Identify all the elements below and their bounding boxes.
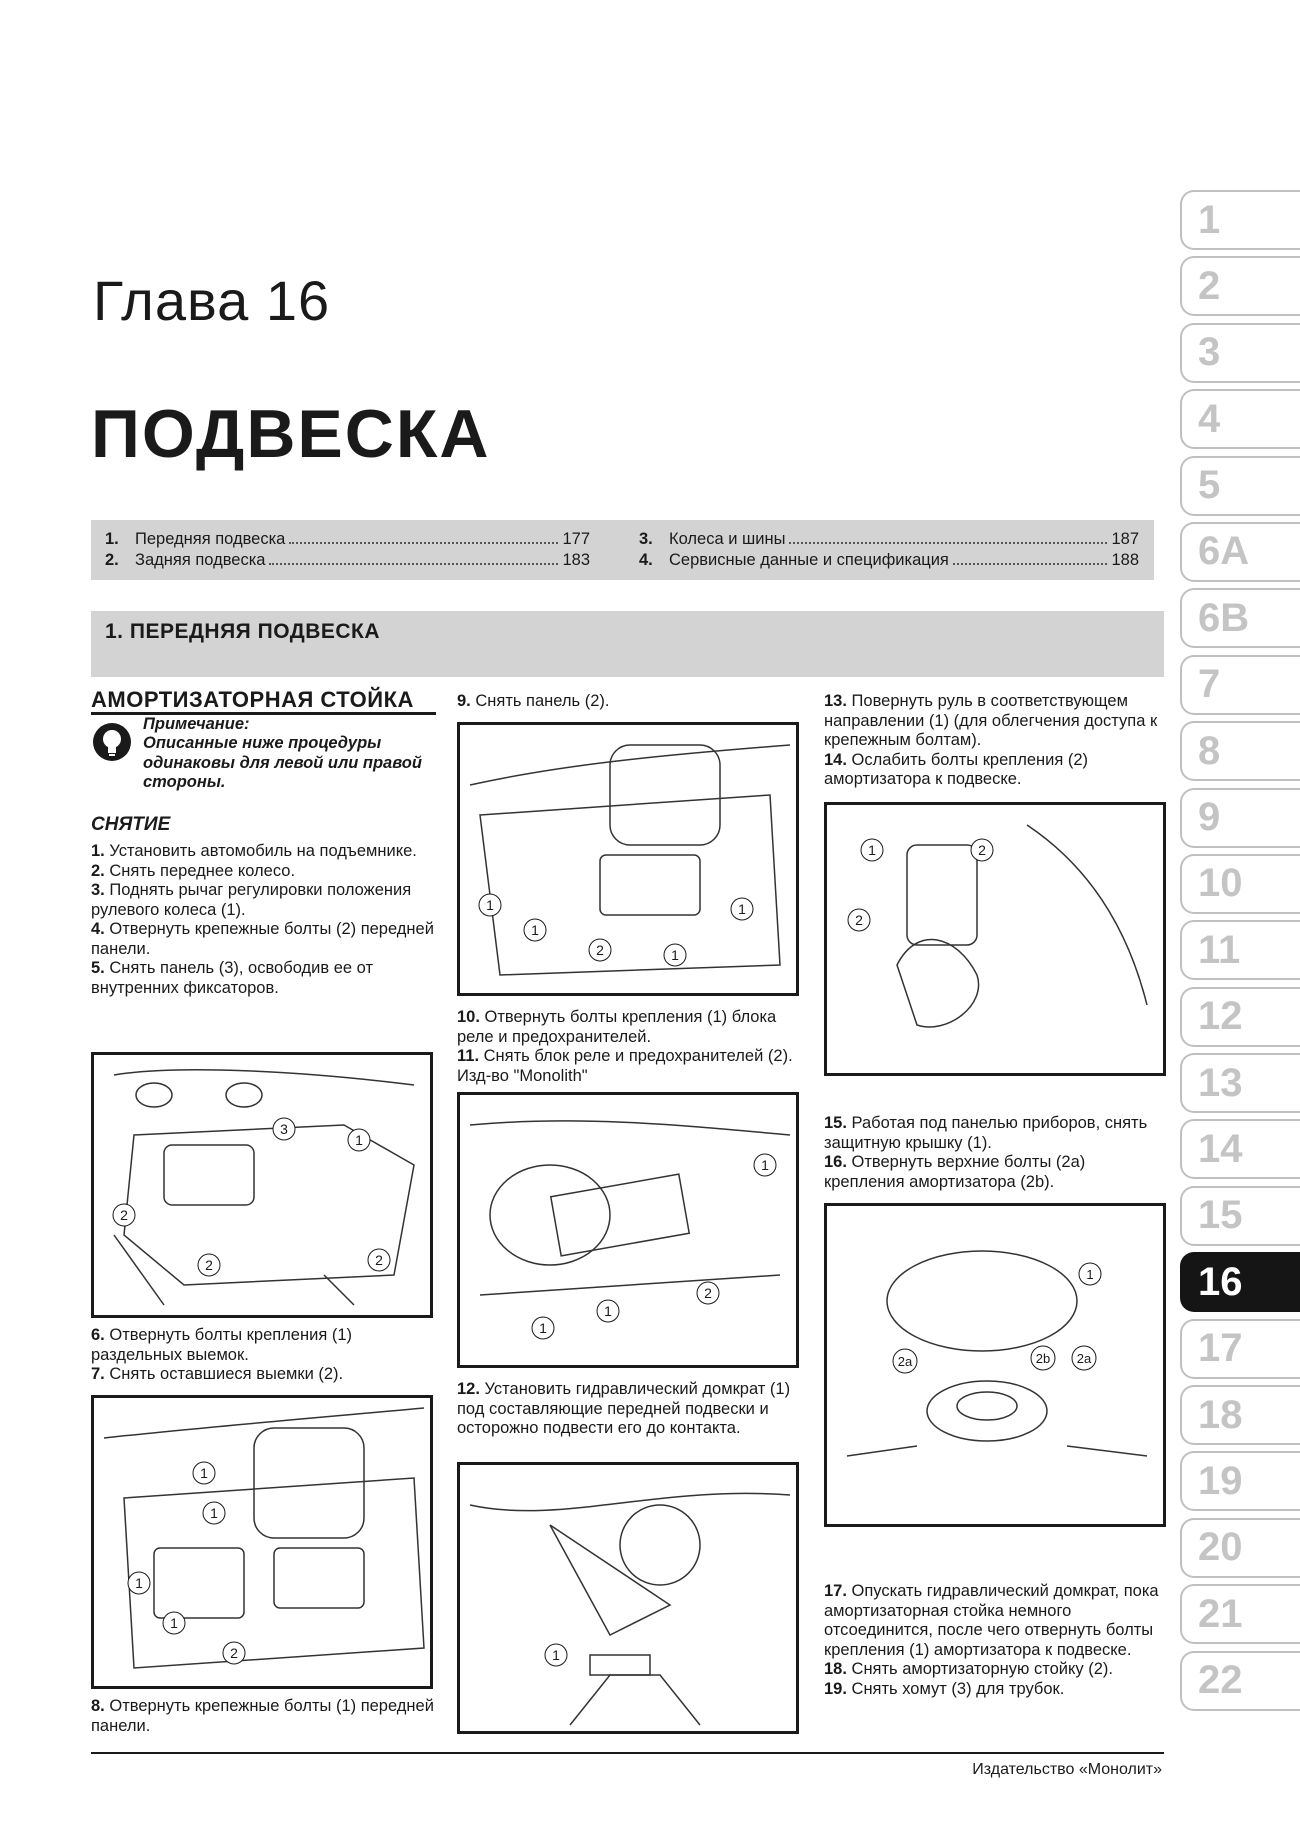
step: 18. Снять амортизаторную стойку (2). [824, 1660, 1113, 1678]
chapter-label: Глава 16 [93, 269, 331, 332]
svg-text:2a: 2a [897, 1354, 913, 1369]
table-of-contents [91, 520, 1154, 580]
step: 12. Установить гидравлический домкрат (1) под составляющие передней подвески и осторожно подвести его до контакта. [457, 1380, 791, 1437]
svg-text:1: 1 [604, 1303, 612, 1319]
step: 17. Опускать гидравлический домкрат, пока амортизаторная стойка немного отсоединится, после чего отвернуть болты крепления (1) амортизатора к подвеске. [824, 1582, 1159, 1659]
tab-chapter[interactable]: 18 [1180, 1385, 1300, 1445]
column-left-cont [91, 1326, 436, 1385]
tab-chapter[interactable]: 10 [1180, 854, 1300, 914]
column-right-end [824, 1582, 1164, 1699]
svg-text:2: 2 [230, 1645, 238, 1661]
tab-chapter[interactable]: 7 [1180, 655, 1300, 715]
step: 14. Ослабить болты крепления (2) амортизатора к подвеске. [824, 750, 1089, 788]
svg-text:2: 2 [704, 1285, 712, 1301]
note-icon [91, 721, 133, 763]
toc-leader [269, 563, 558, 565]
step: 7. Снять оставшиеся выемки (2). [91, 1365, 344, 1383]
svg-text:2: 2 [120, 1207, 128, 1223]
toc-page: 177 [562, 530, 590, 548]
removal-heading: СНЯТИЕ [91, 813, 171, 835]
tab-chapter[interactable]: 4 [1180, 389, 1300, 449]
svg-text:2: 2 [596, 942, 604, 958]
chapter-tabs [1180, 190, 1300, 1717]
svg-text:1: 1 [531, 922, 539, 938]
svg-text:1: 1 [539, 1320, 547, 1336]
step: 4. Отвернуть крепежные болты (2) передней панели. [91, 920, 434, 958]
svg-text:1: 1 [355, 1132, 363, 1148]
tab-chapter[interactable]: 8 [1180, 721, 1300, 781]
toc-item[interactable] [105, 529, 590, 550]
tab-chapter[interactable]: 6B [1180, 588, 1300, 648]
figure-strut-bolts [824, 802, 1166, 1076]
step: 6. Отвернуть болты крепления (1) раздельных выемок. [91, 1326, 353, 1364]
tab-chapter[interactable]: 14 [1180, 1119, 1300, 1179]
subsection-heading: АМОРТИЗАТОРНАЯ СТОЙКА [91, 690, 436, 715]
step: 15. Работая под панелью приборов, снять защитную крышку (1). [824, 1114, 1148, 1152]
tab-chapter[interactable]: 17 [1180, 1319, 1300, 1379]
toc-label: Колеса и шины [669, 530, 786, 548]
svg-text:2: 2 [978, 842, 986, 858]
page-title: ПОДВЕСКА [91, 396, 491, 472]
svg-text:3: 3 [280, 1121, 288, 1137]
publisher-footer: Издательство «Монолит» [972, 1761, 1162, 1778]
toc-item[interactable] [639, 550, 1139, 571]
toc-item[interactable] [105, 550, 590, 571]
tab-chapter[interactable]: 9 [1180, 788, 1300, 848]
step: 3. Поднять рычаг регулировки положения рулевого колеса (1). [91, 881, 412, 919]
step: 5. Снять панель (3), освободив ее от внутренних фиксаторов. [91, 959, 374, 997]
tab-chapter-active[interactable]: 16 [1180, 1252, 1300, 1312]
step: 16. Отвернуть верхние болты (2a) крепления амортизатора (2b). [824, 1153, 1086, 1191]
step: 11. Снять блок реле и предохранителей (2). Изд-во "Monolith" [457, 1047, 793, 1085]
tab-chapter[interactable]: 5 [1180, 456, 1300, 516]
svg-text:2b: 2b [1035, 1351, 1051, 1366]
toc-page: 188 [1111, 551, 1139, 569]
tab-chapter[interactable]: 13 [1180, 1053, 1300, 1113]
section-header [91, 611, 1164, 677]
tab-chapter[interactable]: 11 [1180, 920, 1300, 980]
toc-page: 187 [1111, 530, 1139, 548]
toc-label: Передняя подвеска [135, 530, 286, 548]
column-middle-cont [457, 1008, 802, 1086]
tab-chapter[interactable]: 12 [1180, 987, 1300, 1047]
svg-text:2a: 2a [1076, 1351, 1092, 1366]
figure-relay-box [457, 1092, 799, 1368]
column-middle-cont2 [457, 1380, 802, 1439]
toc-number: 3. [639, 530, 653, 548]
column-middle [457, 692, 802, 712]
step: 1. Установить автомобиль на подъемнике. [91, 842, 417, 860]
column-right-cont [824, 1114, 1164, 1192]
tab-chapter[interactable]: 19 [1180, 1451, 1300, 1511]
column-left-end [91, 1697, 436, 1736]
column-right [824, 692, 1164, 790]
note-text: Описанные ниже процедуры одинаковы для левой или правой стороны. [143, 734, 422, 791]
svg-text:1: 1 [486, 897, 494, 913]
svg-text:1: 1 [135, 1575, 143, 1591]
tab-chapter[interactable]: 15 [1180, 1186, 1300, 1246]
tab-chapter[interactable]: 22 [1180, 1651, 1300, 1711]
toc-number: 2. [105, 551, 119, 569]
svg-text:2: 2 [205, 1257, 213, 1273]
figure-lower-panel [457, 722, 799, 996]
toc-item[interactable] [639, 529, 1139, 550]
step: 10. Отвернуть болты крепления (1) блока реле и предохранителей. [457, 1008, 777, 1046]
figure-hydraulic-jack [457, 1462, 799, 1734]
figure-front-panel [91, 1395, 433, 1689]
svg-text:2: 2 [855, 912, 863, 928]
toc-leader [789, 542, 1107, 544]
svg-text:1: 1 [170, 1615, 178, 1631]
svg-text:1: 1 [552, 1647, 560, 1663]
section-title: 1. ПЕРЕДНЯЯ ПОДВЕСКА [105, 620, 381, 643]
footer-divider [91, 1752, 1164, 1754]
svg-text:2: 2 [375, 1252, 383, 1268]
toc-leader [953, 563, 1108, 565]
toc-label: Задняя подвеска [135, 551, 266, 569]
note-label: Примечание: [143, 714, 250, 733]
toc-leader [289, 542, 558, 544]
tab-chapter[interactable]: 20 [1180, 1518, 1300, 1578]
svg-text:1: 1 [868, 842, 876, 858]
step: 13. Повернуть руль в соответствующем направлении (1) (для облегчения доступа к крепежным болтам). [824, 692, 1158, 749]
toc-page: 183 [562, 551, 590, 569]
svg-text:1: 1 [671, 947, 679, 963]
note [91, 715, 436, 793]
tab-chapter[interactable]: 6A [1180, 522, 1300, 582]
tab-chapter[interactable]: 3 [1180, 323, 1300, 383]
tab-chapter[interactable]: 1 [1180, 190, 1300, 250]
svg-text:1: 1 [200, 1465, 208, 1481]
svg-text:1: 1 [738, 901, 746, 917]
figure-dashboard-panel [91, 1052, 433, 1318]
svg-text:1: 1 [210, 1505, 218, 1521]
step: 8. Отвернуть крепежные болты (1) передней панели. [91, 1697, 434, 1735]
tab-chapter[interactable]: 2 [1180, 256, 1300, 316]
svg-text:1: 1 [761, 1157, 769, 1173]
tab-chapter[interactable]: 21 [1180, 1584, 1300, 1644]
toc-number: 1. [105, 530, 119, 548]
step: 19. Снять хомут (3) для трубок. [824, 1679, 1065, 1698]
toc-number: 4. [639, 551, 653, 569]
column-left [91, 687, 436, 998]
step: 9. Снять панель (2). [457, 692, 610, 710]
svg-text:1: 1 [1086, 1267, 1094, 1282]
step: 2. Снять переднее колесо. [91, 861, 296, 880]
figure-upper-mount [824, 1203, 1166, 1527]
toc-label: Сервисные данные и спецификация [669, 551, 949, 569]
